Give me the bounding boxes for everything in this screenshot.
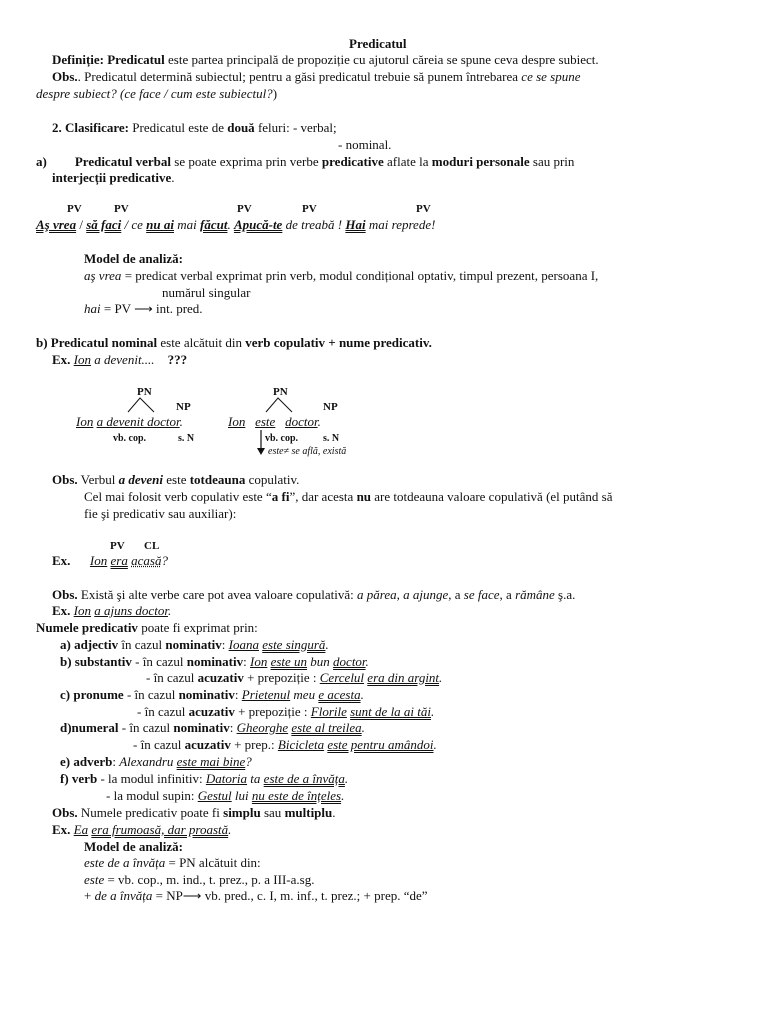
model-title: Model de analiză: bbox=[84, 839, 183, 854]
obs-line-1: Obs.. Predicatul determină subiectul; pentru a găsi predicatul trebuie să punem întrebarea ce se spune bbox=[52, 69, 581, 84]
list-item-continuation: - la modul supin: Gestul lui nu este de înțeles. bbox=[106, 788, 345, 803]
model-title: Model de analiză: bbox=[84, 251, 183, 266]
definition-line: Definiție: Predicatul este partea principală de propoziție cu ajutorul căreia se spune ceva despre subiect. bbox=[52, 52, 599, 67]
diagram-pn-label: PN bbox=[137, 386, 152, 398]
list-item: c) pronume - în cazul nominativ: Prietenul meu e acesta. bbox=[60, 687, 364, 702]
model-line: hai = PV ⟶ int. pred. bbox=[84, 301, 203, 316]
model-line: este = vb. cop., m. ind., t. prez., p. a III-a.sg. bbox=[84, 872, 315, 887]
diagram-sentence-2: Ion este doctor. bbox=[228, 414, 321, 429]
diagram-branch bbox=[262, 396, 322, 416]
pv-label: PV bbox=[416, 203, 431, 215]
pv-label: PV bbox=[67, 203, 82, 215]
list-item-continuation: - în cazul acuzativ + prepoziție : Florile sunt de la ai tăi. bbox=[137, 704, 435, 719]
pv-label: PV bbox=[110, 540, 125, 552]
model-line: este de a învăța = PN alcătuit din: bbox=[84, 855, 261, 870]
section-a-line-1: a) Predicatul verbal se poate exprima prin verbe predicative aflate la moduri personale sau prin bbox=[36, 154, 575, 169]
example-b: Ex. Ion a devenit.... ??? bbox=[52, 352, 188, 367]
obs-4-line: Obs. Numele predicativ poate fi simplu sau multiplu. bbox=[52, 805, 336, 820]
diagram-pn-label: PN bbox=[273, 386, 288, 398]
list-item: e) adverb: Alexandru este mai bine? bbox=[60, 754, 252, 769]
list-item-continuation: - în cazul acuzativ + prep.: Bicicleta este pentru amândoi. bbox=[133, 737, 437, 752]
diagram-sn-label: s. N bbox=[178, 433, 195, 444]
model-line: aş vrea = predicat verbal exprimat prin verb, modul condițional optativ, timpul prezent, persoana I, bbox=[84, 268, 599, 283]
page-title: Predicatul bbox=[349, 36, 407, 51]
obs-2-line-2: Cel mai folosit verb copulativ este “a fi”, dar acesta nu are totdeauna valoare copulativă (el putând să bbox=[84, 489, 613, 504]
diagram-sentence-1: Ion a devenit doctor. bbox=[76, 414, 183, 429]
pv-label: PV bbox=[302, 203, 317, 215]
numele-predicativ-line: Numele predicativ poate fi exprimat prin: bbox=[36, 620, 258, 635]
classification-nominal: - nominal. bbox=[338, 137, 392, 152]
list-item: a) adjectiv în cazul nominativ: Ioana este singură. bbox=[60, 637, 329, 652]
obs-line-2: despre subiect? (ce face / cum este subiectul?) bbox=[36, 86, 278, 101]
list-item: d)numeral - în cazul nominativ: Gheorghe este al treilea. bbox=[60, 720, 365, 735]
classification-line: 2. Clasificare: Predicatul este de două feluri: - verbal; bbox=[52, 120, 337, 135]
model-line: + de a învăța = NP⟶ vb. pred., c. I, m. inf., t. prez.; + prep. “de” bbox=[84, 888, 428, 903]
list-item: f) verb - la modul infinitiv: Datoria ta este de a învăța. bbox=[60, 771, 349, 786]
obs-2-line-1: Obs. Verbul a deveni este totdeauna copulativ. bbox=[52, 472, 300, 487]
list-item-continuation: - în cazul acuzativ + prepoziție : Cercelul era din argint. bbox=[146, 670, 443, 685]
diagram-np-label: NP bbox=[323, 401, 338, 413]
pv-label: PV bbox=[114, 203, 129, 215]
diagram-sn-label: s. N bbox=[323, 433, 340, 444]
diagram-np-label: NP bbox=[176, 401, 191, 413]
section-b-line: b) Predicatul nominal este alcătuit din verb copulativ + nume predicativ. bbox=[36, 335, 432, 350]
diagram-vbcop-label: vb. cop. bbox=[265, 433, 299, 444]
example-e: Ex. Ea era frumoasă, dar proastă. bbox=[52, 822, 232, 837]
diagram-note: este≠ se află, există bbox=[268, 446, 347, 457]
obs-2-line-3: fie şi predicativ sau auxiliar): bbox=[84, 506, 237, 521]
diagram-vbcop-label: vb. cop. bbox=[113, 433, 147, 444]
diagram-branch bbox=[124, 396, 184, 416]
example-a: Aş vrea / să faci / ce nu ai mai făcut. Apucă-te de treabă ! Hai mai reprede! bbox=[36, 217, 436, 232]
list-item: b) substantiv - în cazul nominativ: Ion este un bun doctor. bbox=[60, 654, 369, 669]
section-a-line-2: interjecții predicative. bbox=[52, 170, 175, 185]
model-line: numărul singular bbox=[162, 285, 251, 300]
example-d: Ex. Ion a ajuns doctor. bbox=[52, 603, 172, 618]
pv-label: PV bbox=[237, 203, 252, 215]
example-c: Ex. Ion era acasă? bbox=[52, 553, 168, 568]
obs-3-line: Obs. Există şi alte verbe care pot avea valoare copulativă: a părea, a ajunge, a se face, a rămâne ş.a. bbox=[52, 587, 576, 602]
cl-label: CL bbox=[144, 540, 160, 552]
